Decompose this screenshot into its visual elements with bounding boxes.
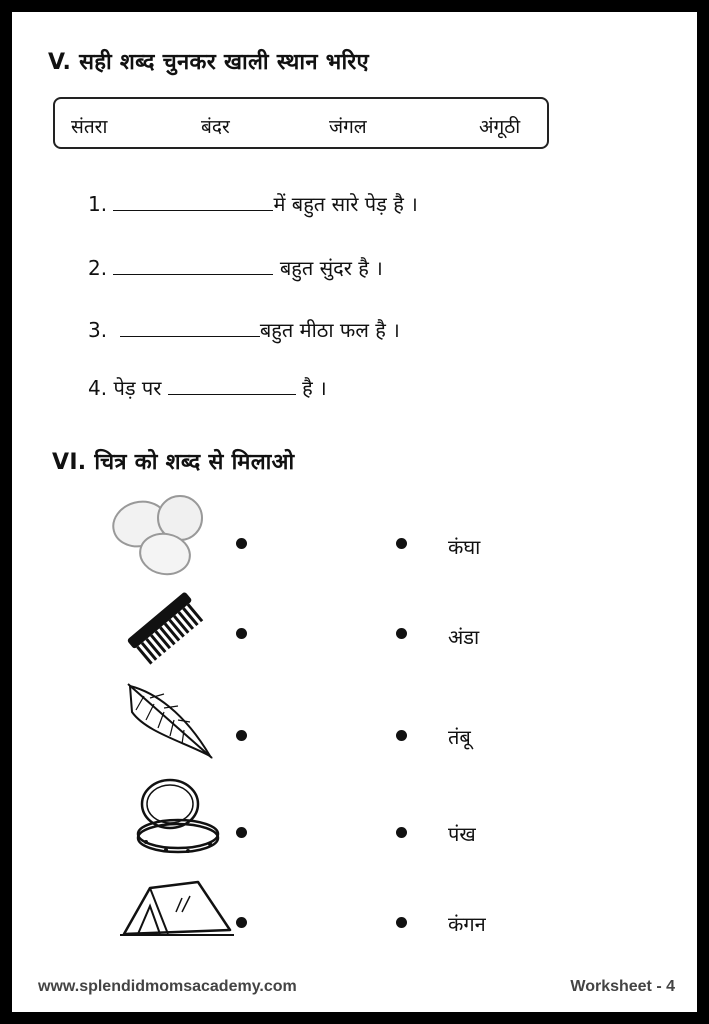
- match-dot-right[interactable]: [396, 730, 407, 741]
- match-dot-left[interactable]: [236, 827, 247, 838]
- website-footer: www.splendidmomsacademy.com: [38, 978, 297, 995]
- question-number: 4.: [88, 376, 108, 400]
- question-number: 3.: [88, 318, 108, 342]
- word-bank-item: बंदर: [201, 116, 230, 138]
- section-5-title: V. सही शब्द चुनकर खाली स्थान भरिए: [48, 50, 370, 75]
- match-dot-right[interactable]: [396, 628, 407, 639]
- match-dot-left[interactable]: [236, 628, 247, 639]
- match-dot-left[interactable]: [236, 917, 247, 928]
- match-row: [12, 776, 697, 866]
- section-6-title: VI. चित्र को शब्द से मिलाओ: [52, 450, 295, 475]
- match-dot-left[interactable]: [236, 538, 247, 549]
- comb-icon: [126, 590, 206, 666]
- question-text: में बहुत सारे पेड़ है ।: [273, 192, 418, 216]
- match-dot-right[interactable]: [396, 917, 407, 928]
- match-dot-left[interactable]: [236, 730, 247, 741]
- answer-blank[interactable]: [113, 256, 273, 275]
- match-dot-right[interactable]: [396, 827, 407, 838]
- eggs-icon: [110, 494, 206, 578]
- match-word: अंडा: [448, 625, 480, 649]
- match-row: [12, 590, 697, 680]
- match-word: पंख: [448, 822, 476, 846]
- question-text: बहुत मीठा फल है ।: [259, 318, 400, 342]
- answer-blank[interactable]: [113, 192, 273, 211]
- match-row: [12, 874, 697, 964]
- question-text-pre: पेड़ पर: [113, 376, 162, 400]
- match-row: [12, 500, 697, 590]
- match-word: तंबू: [448, 725, 471, 749]
- match-word: कंघा: [448, 535, 481, 559]
- question-number: 1.: [88, 192, 108, 216]
- worksheet-page: [12, 12, 697, 1012]
- bangles-icon: [122, 776, 226, 860]
- answer-blank[interactable]: [120, 318, 260, 337]
- word-bank-item: जंगल: [329, 116, 367, 138]
- question-text: है ।: [302, 376, 327, 400]
- answer-blank[interactable]: [168, 376, 296, 395]
- word-bank-item: अंगूठी: [479, 116, 521, 138]
- word-bank-item: संतरा: [71, 116, 108, 138]
- question-4: [88, 374, 327, 401]
- question-2: [88, 254, 383, 281]
- question-number: 2.: [88, 256, 108, 280]
- match-dot-right[interactable]: [396, 538, 407, 549]
- tent-icon: [120, 878, 234, 938]
- question-1: [88, 190, 418, 217]
- match-row: [12, 678, 697, 768]
- match-word: कंगन: [448, 912, 486, 936]
- feather-icon: [124, 682, 216, 762]
- word-bank: [53, 97, 549, 149]
- worksheet-number: Worksheet - 4: [570, 978, 675, 995]
- question-3: [88, 316, 400, 343]
- question-text: बहुत सुंदर है ।: [279, 256, 383, 280]
